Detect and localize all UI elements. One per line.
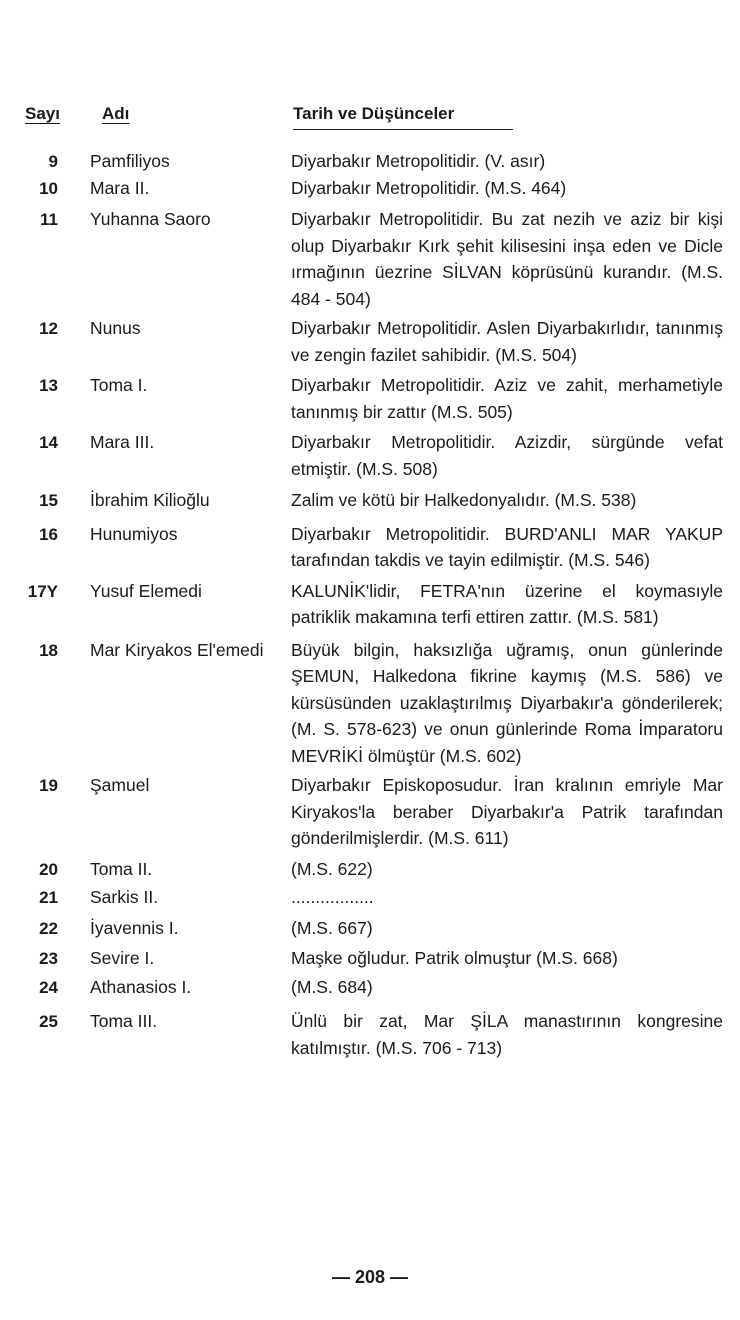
row-number: 23 [39,949,58,968]
table-row [0,487,740,514]
table-row [0,148,740,175]
header-number: Sayı [25,104,60,123]
table-row [0,945,740,972]
row-description: Zalim ve kötü bir Halkedonyalıdır. (M.S. 538) [291,490,637,510]
row-name: Toma I. [90,375,148,395]
row-name: Mara II. [90,177,150,198]
row-name: Sarkis II. [90,887,159,907]
row-description: (M.S. 622) [291,858,373,879]
header-description: Tarih ve Düşünceler [293,104,455,123]
table-row [0,578,740,631]
row-number: 9 [48,152,58,171]
row-name: İyavennis I. [90,917,179,938]
row-description: Diyarbakır Metropolitidir. Aziz ve zahit, merhametiyle tanınmış bir zattır (M.S. 505) [291,375,723,422]
row-name: Mara III. [90,432,155,452]
table-row [0,1008,740,1061]
row-description: (M.S. 684) [291,976,373,997]
table-row [0,372,740,425]
table-row [0,772,740,852]
row-description: Büyük bilgin, haksızlığa uğramış, onun günlerinde ŞEMUN, Halkedona fikrine kaymış (M.S. 586) ve kürsüsünden uzaklaştırılmış Diyarbakır'a gönderilerek; (M. S. 578-623) ve onun günlerinde Roma İmparatoru MEVRİKİ ölmüştür (M.S. 602) [291,639,723,766]
row-number: 18 [39,640,58,660]
row-name: Sevire I. [90,948,155,968]
table-row [0,315,740,368]
row-number: 17Y [27,581,58,601]
row-description: Maşke oğludur. Patrik olmuştur (M.S. 668) [291,948,618,968]
table-row [0,856,740,883]
row-name: Yuhanna Saoro [90,209,211,229]
row-description: Diyarbakır Episkoposudur. İran kralının emriyle Mar Kiryakos'la beraber Diyarbakır'a Patrik tarafından gönderilmişlerdir. (M.S. 611) [291,775,723,848]
row-number: 20 [39,859,58,879]
row-description: Diyarbakır Metropolitidir. Bu zat nezih ve aziz bir kişi olup Diyarbakır Kırk şehit kilisesini inşa eden ve Dicle ırmağının üezrine SİLVAN köprüsünü kurandır. (M.S. 484 - 504) [291,209,723,309]
row-description: Ünlü bir zat, Mar ŞİLA manastırının kongresine katılmıştır. (M.S. 706 - 713) [291,1011,723,1058]
row-name: Yusuf Elemedi [90,580,202,601]
row-name: Toma III. [90,1011,158,1031]
row-description: Diyarbakır Metropolitidir. (V. asır) [291,151,546,171]
row-number: 11 [40,210,58,229]
row-name: Toma II. [90,858,153,879]
row-number: 12 [39,319,58,338]
row-number: 15 [39,491,58,510]
row-description: ................. [291,887,374,907]
row-number: 14 [39,433,58,452]
table-row [0,884,740,911]
row-name: Hunumiyos [90,523,178,544]
row-name: İbrahim Kilioğlu [90,490,210,510]
row-name: Athanasios I. [90,976,192,997]
table-row [0,175,740,202]
table-row [0,915,740,942]
row-number: 19 [39,776,58,795]
row-number: 13 [39,376,58,395]
row-name: Mar Kiryakos El'emedi [90,639,264,660]
row-description: Diyarbakır Metropolitidir. Azizdir, sürgünde vefat etmiştir. (M.S. 508) [291,432,723,479]
header-underline [293,129,513,130]
table-header [0,104,740,130]
row-number: 16 [39,524,58,544]
row-name: Nunus [90,318,141,338]
header-name: Adı [102,104,130,123]
row-name: Pamfiliyos [90,151,170,171]
row-number: 24 [39,977,58,997]
row-number: 21 [39,888,58,907]
page-number: — 208 — [331,1267,409,1287]
row-description: Diyarbakır Metropolitidir. BURD'ANLI MAR YAKUP tarafından takdis ve tayin edilmiştir. (M.S. 546) [291,523,723,570]
row-number: 10 [39,178,58,198]
row-description: Diyarbakır Metropolitidir. Aslen Diyarbakırlıdır, tanınmış ve zengin fazilet sahibidir. (M.S. 504) [291,318,723,365]
row-description: (M.S. 667) [291,917,373,938]
table-row [0,429,740,482]
metropolitan-list [0,148,740,1061]
row-description: KALUNİK'lidir, FETRA'nın üzerine el koymasıyle patriklik makamına terfi ettiren zattır. (M.S. 581) [291,580,723,627]
table-row [0,637,740,770]
table-row [0,974,740,1001]
row-name: Şamuel [90,775,150,795]
table-row [0,521,740,574]
row-number: 25 [39,1012,58,1031]
table-row [0,206,740,312]
row-number: 22 [39,918,58,938]
row-description: Diyarbakır Metropolitidir. (M.S. 464) [291,177,567,198]
